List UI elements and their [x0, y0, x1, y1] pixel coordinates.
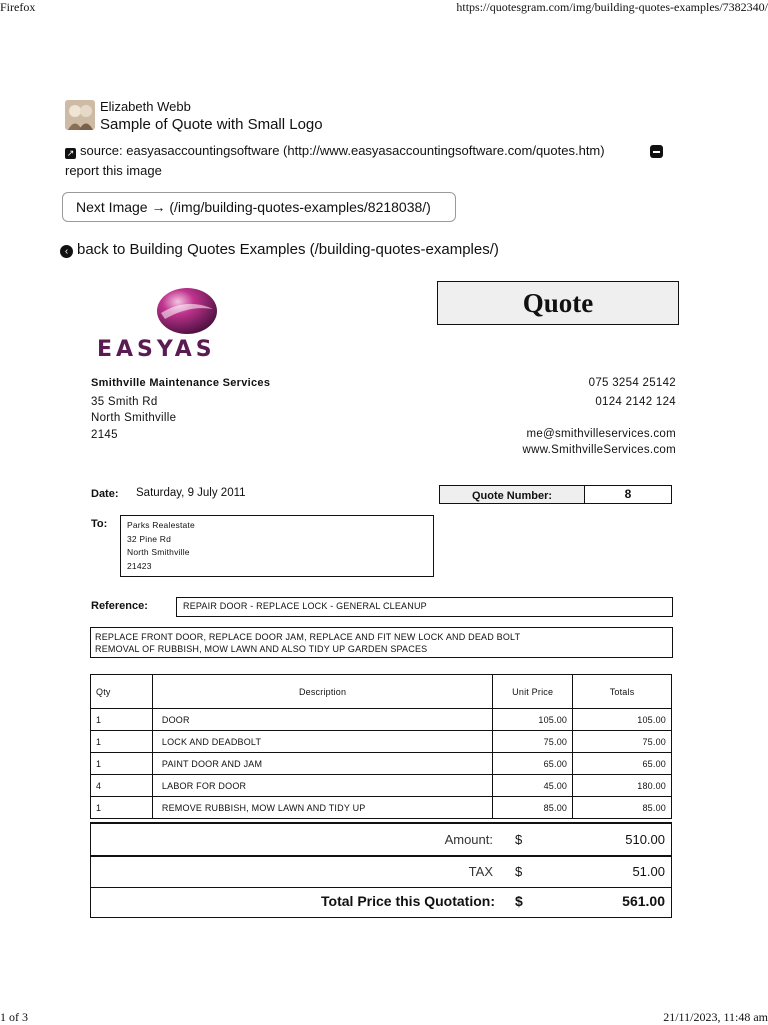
unit-price-cell: 45.00 — [493, 775, 573, 797]
tax-value: 51.00 — [632, 864, 665, 879]
total-cell: 105.00 — [573, 709, 672, 731]
quote-number-value: 8 — [584, 485, 672, 504]
external-link-icon: ↗ — [66, 148, 75, 158]
reference-label: Reference: — [91, 600, 148, 612]
report-image-link[interactable]: report this image — [65, 163, 162, 178]
recipient-line: 21423 — [127, 560, 152, 571]
recipient-line: 32 Pine Rd — [127, 533, 172, 544]
description-cell: DOOR — [152, 709, 492, 731]
table-row — [91, 797, 672, 819]
description-cell: REMOVE RUBBISH, MOW LAWN AND TIDY UP — [152, 797, 492, 819]
description-cell: LABOR FOR DOOR — [152, 775, 492, 797]
browser-app-name: Firefox — [0, 0, 36, 14]
unit-price-cell: 85.00 — [493, 797, 573, 819]
company-postcode: 2145 — [91, 429, 118, 441]
tax-currency: $ — [515, 864, 523, 879]
table-row — [91, 775, 672, 797]
job-notes-box — [90, 627, 673, 658]
table-row — [91, 753, 672, 775]
date-label: Date: — [91, 488, 119, 500]
tax-label: TAX — [468, 864, 493, 879]
total-cell: 180.00 — [573, 775, 672, 797]
company-phone2: 0124 2142 124 — [595, 396, 676, 408]
company-address2: North Smithville — [91, 412, 177, 424]
total-cell: 65.00 — [573, 753, 672, 775]
quote-heading: Quote — [437, 281, 679, 325]
chevron-left-circle-icon: ‹ — [60, 245, 73, 258]
browser-url[interactable]: https://quotesgram.com/img/building-quotes-examples/7382340/ — [456, 0, 768, 14]
unit-price-cell: 105.00 — [493, 709, 573, 731]
qty-cell: 1 — [91, 731, 153, 753]
column-header-description: Description — [152, 675, 492, 709]
qty-cell: 1 — [91, 797, 153, 819]
job-notes-line: REPLACE FRONT DOOR, REPLACE DOOR JAM, REPLACE AND FIT NEW LOCK AND DEAD BOLT — [95, 632, 521, 642]
unit-price-cell: 65.00 — [493, 753, 573, 775]
print-datetime: 21/11/2023, 11:48 am — [663, 1010, 768, 1024]
table-row — [91, 731, 672, 753]
to-label: To: — [91, 518, 108, 530]
column-header-qty: Qty — [91, 675, 153, 709]
column-header-unit-price: Unit Price — [493, 675, 573, 709]
line-items-table — [90, 674, 672, 819]
qty-cell: 1 — [91, 753, 153, 775]
page-indicator: 1 of 3 — [0, 1010, 28, 1024]
avatar — [65, 100, 95, 130]
unit-price-cell: 75.00 — [493, 731, 573, 753]
logo-orb-icon — [155, 287, 219, 335]
back-link-label: back to Building Quotes Examples (/building-quotes-examples/) — [77, 241, 499, 258]
total-cell: 75.00 — [573, 731, 672, 753]
source-text: source: easyasaccountingsoftware (http://www.easyasaccountingsoftware.com/quotes.htm) — [80, 143, 605, 158]
column-header-totals: Totals — [573, 675, 672, 709]
recipient-line: North Smithville — [127, 547, 190, 557]
tax-row — [90, 856, 672, 888]
company-phone1: 075 3254 25142 — [588, 377, 676, 389]
company-website: www.SmithvilleServices.com — [522, 444, 676, 456]
back-link[interactable] — [60, 241, 499, 258]
job-notes-line: REMOVAL OF RUBBISH, MOW LAWN AND ALSO TIDY UP GARDEN SPACES — [95, 644, 428, 654]
amount-value: 510.00 — [625, 832, 665, 847]
amount-currency: $ — [515, 832, 523, 847]
description-cell: PAINT DOOR AND JAM — [152, 753, 492, 775]
description-cell: LOCK AND DEADBOLT — [152, 731, 492, 753]
table-row — [91, 709, 672, 731]
company-email: me@smithvilleservices.com — [526, 428, 676, 440]
next-image-button[interactable]: Next Image → (/img/building-quotes-examples/8218038/) — [62, 192, 456, 222]
company-logo-text: EASYAS — [97, 337, 216, 362]
company-name: Smithville Maintenance Services — [91, 377, 271, 389]
company-address1: 35 Smith Rd — [91, 396, 158, 408]
qty-cell: 4 — [91, 775, 153, 797]
recipient-address-box — [120, 515, 434, 577]
total-value: 561.00 — [622, 893, 665, 909]
total-cell: 85.00 — [573, 797, 672, 819]
amount-row — [90, 822, 672, 856]
author-name[interactable]: Elizabeth Webb — [100, 99, 191, 114]
qty-cell: 1 — [91, 709, 153, 731]
date-value: Saturday, 9 July 2011 — [136, 487, 246, 499]
total-currency: $ — [515, 893, 523, 909]
total-row — [90, 887, 672, 918]
image-title: Sample of Quote with Small Logo — [100, 116, 323, 133]
minus-icon[interactable] — [650, 145, 663, 158]
source-link[interactable] — [65, 143, 605, 159]
amount-label: Amount: — [444, 832, 493, 847]
recipient-line: Parks Realestate — [127, 520, 195, 530]
table-header-row — [91, 675, 672, 709]
total-label: Total Price this Quotation: — [321, 893, 495, 909]
quote-number-label: Quote Number: — [439, 485, 585, 504]
reference-value: REPAIR DOOR - REPLACE LOCK - GENERAL CLEANUP — [176, 597, 673, 617]
